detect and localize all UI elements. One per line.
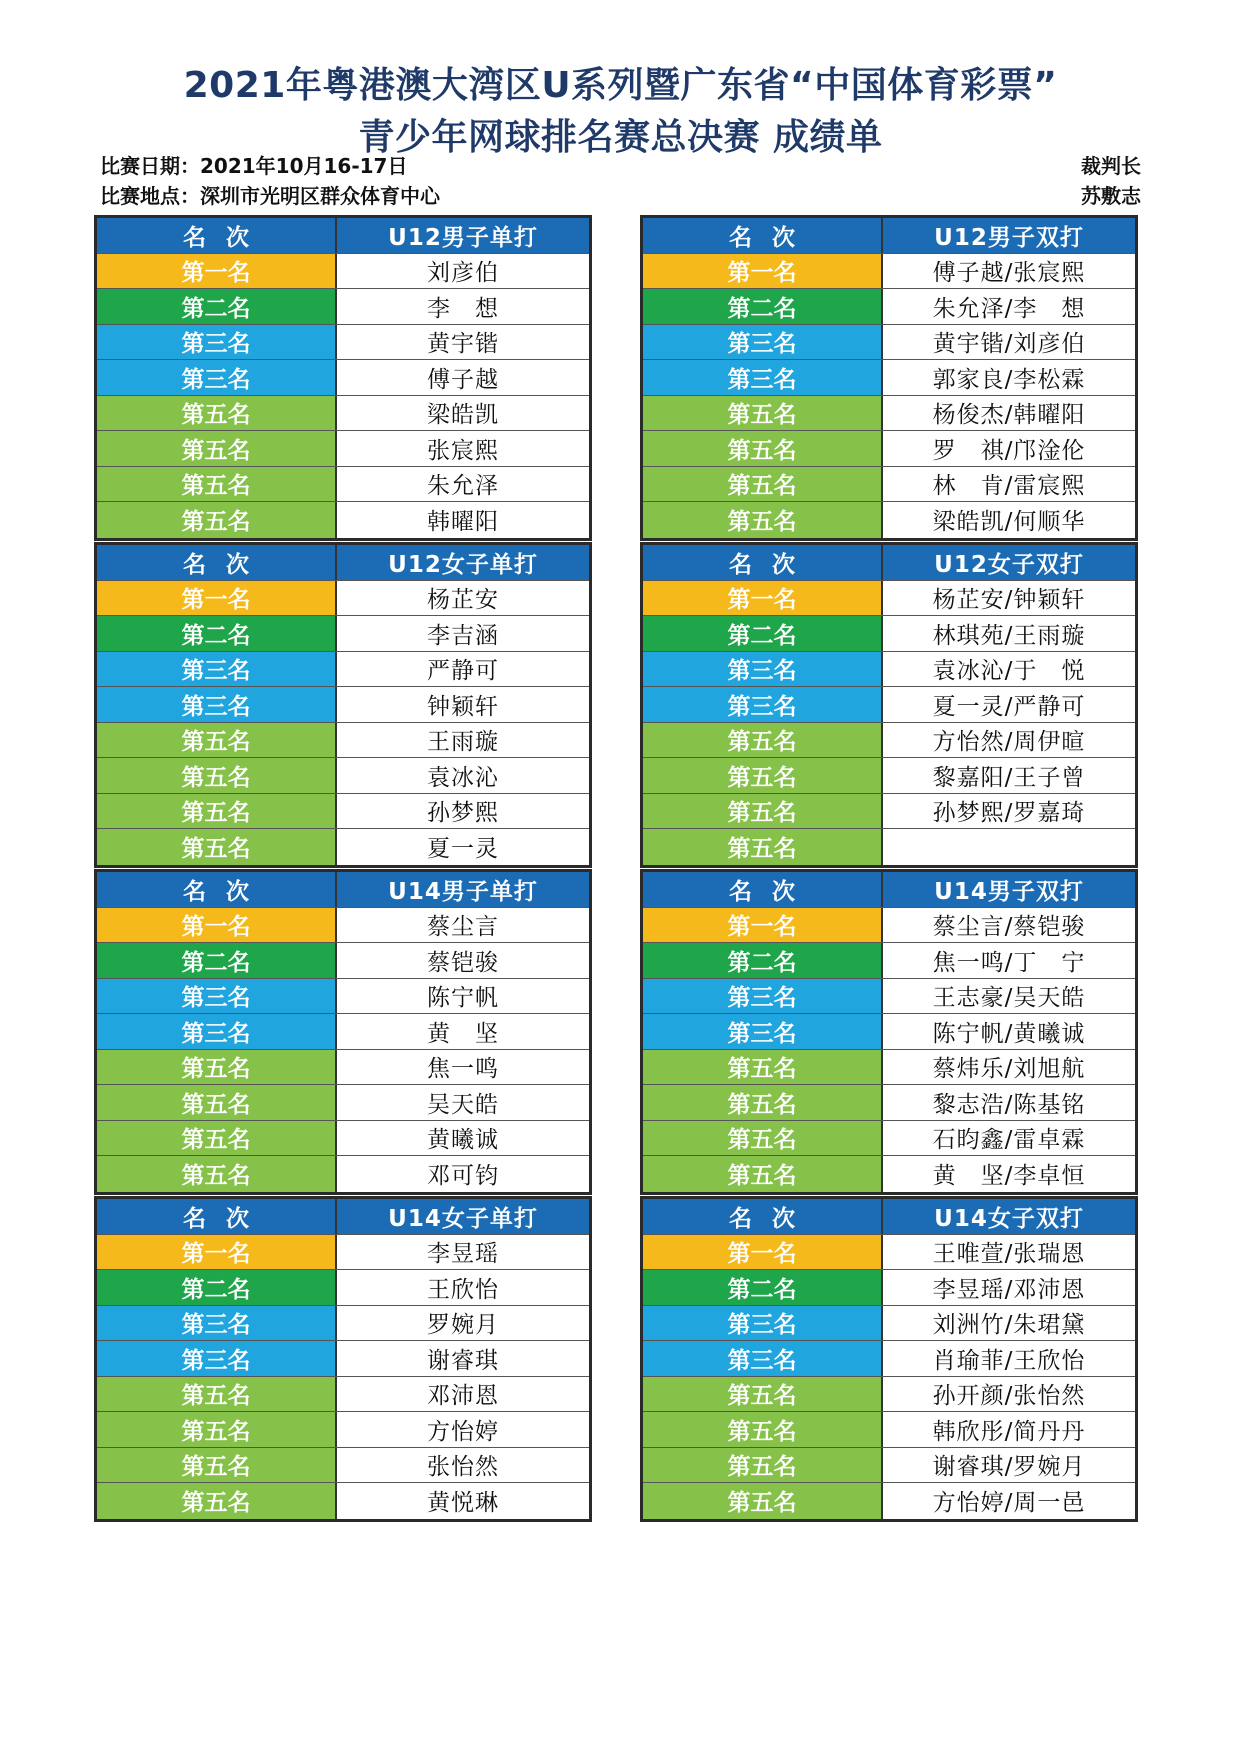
player-name-cell: 陈宁帆 (427, 985, 499, 1012)
table-row (643, 908, 1135, 944)
table-row (643, 794, 1135, 830)
rank-cell: 第三名 (643, 652, 883, 687)
player-name-cell: 刘洲竹/朱珺黛 (932, 1312, 1086, 1339)
rank-cell: 第五名 (643, 431, 883, 466)
rank-cell: 第五名 (643, 396, 883, 431)
rank-cell: 第三名 (643, 360, 883, 395)
rank-cell: 第三名 (97, 1014, 337, 1049)
player-name-cell: 孙开颜/张怡然 (932, 1383, 1086, 1410)
player-name-cell: 石昀鑫/雷卓霖 (932, 1127, 1086, 1154)
rank-cell: 第一名 (643, 581, 883, 616)
rank-cell: 第二名 (97, 1270, 337, 1305)
rank-cell: 第五名 (97, 1121, 337, 1156)
rank-cell: 第五名 (97, 794, 337, 829)
rank-cell: 第五名 (97, 758, 337, 793)
table-row (643, 1156, 1135, 1192)
document-title-line-1: 2021年粤港澳大湾区U系列暨广东省“中国体育彩票” (183, 65, 1058, 106)
rank-cell: 第五名 (97, 1483, 337, 1519)
result-table (640, 215, 1138, 541)
rank-cell: 第五名 (643, 1156, 883, 1192)
document-title-line-2: 青少年网球排名赛总决赛 成绩单 (358, 117, 883, 158)
rank-cell: 第三名 (97, 652, 337, 687)
rank-cell: 第三名 (97, 687, 337, 722)
table-row (643, 1270, 1135, 1306)
table-row (97, 325, 589, 361)
table-row (643, 723, 1135, 759)
table-row (643, 1412, 1135, 1448)
table-row (643, 1341, 1135, 1377)
result-table (94, 542, 592, 868)
event-column-header: U14女子单打 (337, 1199, 589, 1234)
player-name-cell: 陈宁帆/黄曦诚 (932, 1020, 1086, 1047)
event-column-header: U12女子双打 (883, 545, 1135, 580)
rank-column-header: 名次 (97, 872, 337, 907)
player-name-cell: 方怡然/周伊暄 (932, 729, 1086, 756)
table-row (97, 467, 589, 503)
rank-cell: 第二名 (97, 616, 337, 651)
player-name-cell: 杨芷安/钟颖轩 (932, 587, 1086, 614)
table-row (97, 502, 589, 538)
player-name-cell: 谢睿琪 (427, 1347, 499, 1374)
table-row (643, 467, 1135, 503)
table-row (643, 829, 1135, 865)
player-name-cell: 黄 坚 (427, 1020, 499, 1047)
result-table (94, 1196, 592, 1522)
rank-cell: 第一名 (97, 254, 337, 289)
table-row (97, 1156, 589, 1192)
rank-cell: 第一名 (643, 254, 883, 289)
player-name-cell: 黄 坚/李卓恒 (932, 1163, 1086, 1190)
player-name-cell: 林 肯/雷宸熙 (932, 473, 1086, 500)
player-name-cell: 朱允泽 (427, 473, 499, 500)
player-name-cell: 郭家良/李松霖 (932, 366, 1086, 393)
player-name-cell: 韩欣彤/简丹丹 (932, 1418, 1086, 1445)
table-row (643, 1235, 1135, 1271)
rank-column-header: 名次 (643, 1199, 883, 1234)
rank-cell: 第三名 (97, 1306, 337, 1341)
player-name-cell: 罗 祺/邝淦伦 (932, 437, 1086, 464)
table-header-row (97, 545, 589, 581)
player-name-cell: 肖瑜菲/王欣怡 (932, 1347, 1086, 1374)
table-row (97, 794, 589, 830)
table-row (97, 1341, 589, 1377)
table-row (97, 1448, 589, 1484)
rank-cell: 第三名 (643, 979, 883, 1014)
table-row (97, 687, 589, 723)
result-table (640, 1196, 1138, 1522)
table-row (643, 1483, 1135, 1519)
rank-cell: 第五名 (643, 1483, 883, 1519)
rank-cell: 第五名 (97, 467, 337, 502)
player-name-cell: 李吉涵 (427, 622, 499, 649)
table-row (97, 979, 589, 1015)
event-column-header: U12女子单打 (337, 545, 589, 580)
table-row (97, 396, 589, 432)
result-table (640, 542, 1138, 868)
table-row (643, 1306, 1135, 1342)
table-row (97, 1377, 589, 1413)
player-name-cell: 邓沛恩 (427, 1383, 499, 1410)
player-name-cell: 傅子越/张宸熙 (932, 260, 1086, 287)
rank-cell: 第五名 (97, 1050, 337, 1085)
event-column-header: U14男子单打 (337, 872, 589, 907)
table-row (97, 254, 589, 290)
rank-column-header: 名次 (643, 545, 883, 580)
player-name-cell: 杨俊杰/韩曜阳 (932, 402, 1086, 429)
player-name-cell: 梁皓凯 (427, 402, 499, 429)
table-row (643, 1014, 1135, 1050)
rank-cell: 第一名 (643, 1235, 883, 1270)
table-row (97, 1412, 589, 1448)
result-table (640, 869, 1138, 1195)
player-name-cell: 王唯萱/张瑞恩 (932, 1241, 1086, 1268)
player-name-cell: 钟颖轩 (427, 693, 499, 720)
player-name-cell: 孙梦熙 (427, 800, 499, 827)
player-name-cell: 袁冰沁 (427, 764, 499, 791)
table-row (97, 1085, 589, 1121)
rank-cell: 第一名 (97, 908, 337, 943)
rank-cell: 第五名 (643, 829, 883, 865)
rank-cell: 第二名 (97, 289, 337, 324)
match-venue: 比赛地点：深圳市光明区群众体育中心 (100, 184, 440, 208)
table-row (97, 758, 589, 794)
player-name-cell: 林琪苑/王雨璇 (932, 622, 1086, 649)
table-row (643, 325, 1135, 361)
rank-cell: 第五名 (643, 723, 883, 758)
player-name-cell: 王雨璇 (427, 729, 499, 756)
player-name-cell: 张怡然 (427, 1454, 499, 1481)
rank-cell: 第一名 (97, 581, 337, 616)
player-name-cell: 吴天皓 (427, 1091, 499, 1118)
rank-cell: 第二名 (643, 616, 883, 651)
player-name-cell: 刘彦伯 (427, 260, 499, 287)
player-name-cell: 梁皓凯/何顺华 (932, 509, 1086, 536)
rank-cell: 第五名 (97, 396, 337, 431)
referee-label: 裁判长 (1081, 154, 1141, 178)
table-row (643, 652, 1135, 688)
rank-cell: 第五名 (643, 1050, 883, 1085)
rank-cell: 第五名 (643, 1377, 883, 1412)
table-row (97, 652, 589, 688)
player-name-cell: 傅子越 (427, 366, 499, 393)
result-table (94, 215, 592, 541)
player-name-cell: 黎志浩/陈基铭 (932, 1091, 1086, 1118)
table-row (97, 723, 589, 759)
table-header-row (97, 1199, 589, 1235)
event-column-header: U12男子双打 (883, 218, 1135, 253)
table-row (643, 979, 1135, 1015)
player-name-cell: 黎嘉阳/王子曾 (932, 764, 1086, 791)
rank-cell: 第三名 (643, 1014, 883, 1049)
event-column-header: U12男子单打 (337, 218, 589, 253)
rank-cell: 第二名 (97, 943, 337, 978)
rank-cell: 第五名 (643, 758, 883, 793)
table-row (643, 1121, 1135, 1157)
table-row (643, 616, 1135, 652)
rank-cell: 第二名 (643, 943, 883, 978)
player-name-cell: 王志豪/吴天皓 (932, 985, 1086, 1012)
table-row (643, 1085, 1135, 1121)
rank-cell: 第五名 (97, 723, 337, 758)
rank-cell: 第五名 (97, 1156, 337, 1192)
player-name-cell: 方怡婷 (427, 1418, 499, 1445)
rank-cell: 第三名 (97, 979, 337, 1014)
player-name-cell: 方怡婷/周一邑 (932, 1490, 1086, 1517)
player-name-cell: 夏一灵/严静可 (932, 693, 1086, 720)
rank-column-header: 名次 (643, 872, 883, 907)
table-row (97, 908, 589, 944)
rank-cell: 第五名 (643, 1121, 883, 1156)
player-name-cell: 蔡尘言/蔡铠骏 (932, 914, 1086, 941)
result-table (94, 869, 592, 1195)
player-name-cell: 李 想 (427, 295, 499, 322)
rank-cell: 第二名 (643, 289, 883, 324)
rank-cell: 第五名 (643, 502, 883, 538)
rank-cell: 第五名 (643, 1448, 883, 1483)
player-name-cell: 焦一鸣 (427, 1056, 499, 1083)
rank-cell: 第五名 (643, 467, 883, 502)
player-name-cell: 王欣怡 (427, 1276, 499, 1303)
table-row (643, 1377, 1135, 1413)
rank-cell: 第五名 (97, 431, 337, 466)
player-name-cell: 黄宇锴 (427, 331, 499, 358)
player-name-cell: 朱允泽/李 想 (932, 295, 1086, 322)
rank-cell: 第一名 (643, 908, 883, 943)
table-header-row (643, 872, 1135, 908)
table-header-row (97, 218, 589, 254)
table-row (97, 1483, 589, 1519)
table-row (97, 1235, 589, 1271)
table-row (643, 254, 1135, 290)
rank-cell: 第五名 (97, 1448, 337, 1483)
rank-cell: 第三名 (643, 1306, 883, 1341)
rank-cell: 第五名 (97, 1412, 337, 1447)
player-name-cell: 罗婉月 (427, 1312, 499, 1339)
table-row (643, 502, 1135, 538)
player-name-cell: 黄宇锴/刘彦伯 (932, 331, 1086, 358)
table-row (97, 1121, 589, 1157)
rank-cell: 第五名 (643, 794, 883, 829)
player-name-cell: 黄曦诚 (427, 1127, 499, 1154)
table-row (643, 360, 1135, 396)
rank-cell: 第三名 (643, 1341, 883, 1376)
table-row (97, 829, 589, 865)
table-row (643, 289, 1135, 325)
table-row (97, 943, 589, 979)
player-name-cell: 李昱瑶 (427, 1241, 499, 1268)
event-column-header: U14女子双打 (883, 1199, 1135, 1234)
rank-cell: 第五名 (97, 502, 337, 538)
event-column-header: U14男子双打 (883, 872, 1135, 907)
rank-cell: 第三名 (97, 1341, 337, 1376)
table-row (97, 616, 589, 652)
player-name-cell: 蔡炜乐/刘旭航 (932, 1056, 1086, 1083)
player-name-cell: 李昱瑶/邓沛恩 (932, 1276, 1086, 1303)
player-name-cell: 杨芷安 (427, 587, 499, 614)
table-row (97, 360, 589, 396)
table-row (643, 581, 1135, 617)
rank-column-header: 名次 (97, 1199, 337, 1234)
player-name-cell: 谢睿琪/罗婉月 (932, 1454, 1086, 1481)
rank-cell: 第三名 (97, 325, 337, 360)
player-name-cell: 黄悦琳 (427, 1490, 499, 1517)
table-row (97, 1014, 589, 1050)
referee-name: 苏敷志 (1081, 184, 1141, 208)
rank-column-header: 名次 (643, 218, 883, 253)
player-name-cell: 韩曜阳 (427, 509, 499, 536)
table-header-row (97, 872, 589, 908)
rank-cell: 第三名 (97, 360, 337, 395)
rank-cell: 第三名 (643, 325, 883, 360)
player-name-cell: 张宸熙 (427, 437, 499, 464)
rank-cell: 第二名 (643, 1270, 883, 1305)
rank-cell: 第五名 (97, 1085, 337, 1120)
table-row (97, 431, 589, 467)
rank-cell: 第三名 (643, 687, 883, 722)
rank-cell: 第五名 (643, 1412, 883, 1447)
table-row (643, 1448, 1135, 1484)
table-row (643, 758, 1135, 794)
table-row (643, 1050, 1135, 1086)
table-row (643, 396, 1135, 432)
player-name-cell: 严静可 (427, 658, 499, 685)
table-row (97, 1306, 589, 1342)
player-name-cell: 孙梦熙/罗嘉琦 (932, 800, 1086, 827)
table-row (643, 943, 1135, 979)
table-header-row (643, 545, 1135, 581)
player-name-cell: 邓可钧 (427, 1163, 499, 1190)
rank-column-header: 名次 (97, 218, 337, 253)
player-name-cell: 蔡铠骏 (427, 949, 499, 976)
player-name-cell: 袁冰沁/于 悦 (932, 658, 1086, 685)
table-row (97, 289, 589, 325)
table-row (97, 1270, 589, 1306)
player-name-cell (883, 829, 1135, 865)
table-header-row (643, 218, 1135, 254)
table-row (643, 431, 1135, 467)
table-row (97, 1050, 589, 1086)
table-header-row (643, 1199, 1135, 1235)
player-name-cell: 蔡尘言 (427, 914, 499, 941)
rank-cell: 第一名 (97, 1235, 337, 1270)
match-date: 比赛日期：2021年10月16-17日 (100, 154, 408, 178)
player-name-cell: 焦一鸣/丁 宁 (932, 949, 1086, 976)
player-name-cell: 夏一灵 (427, 836, 499, 863)
table-row (97, 581, 589, 617)
rank-cell: 第五名 (643, 1085, 883, 1120)
table-row (643, 687, 1135, 723)
rank-cell: 第五名 (97, 1377, 337, 1412)
rank-cell: 第五名 (97, 829, 337, 865)
rank-column-header: 名次 (97, 545, 337, 580)
